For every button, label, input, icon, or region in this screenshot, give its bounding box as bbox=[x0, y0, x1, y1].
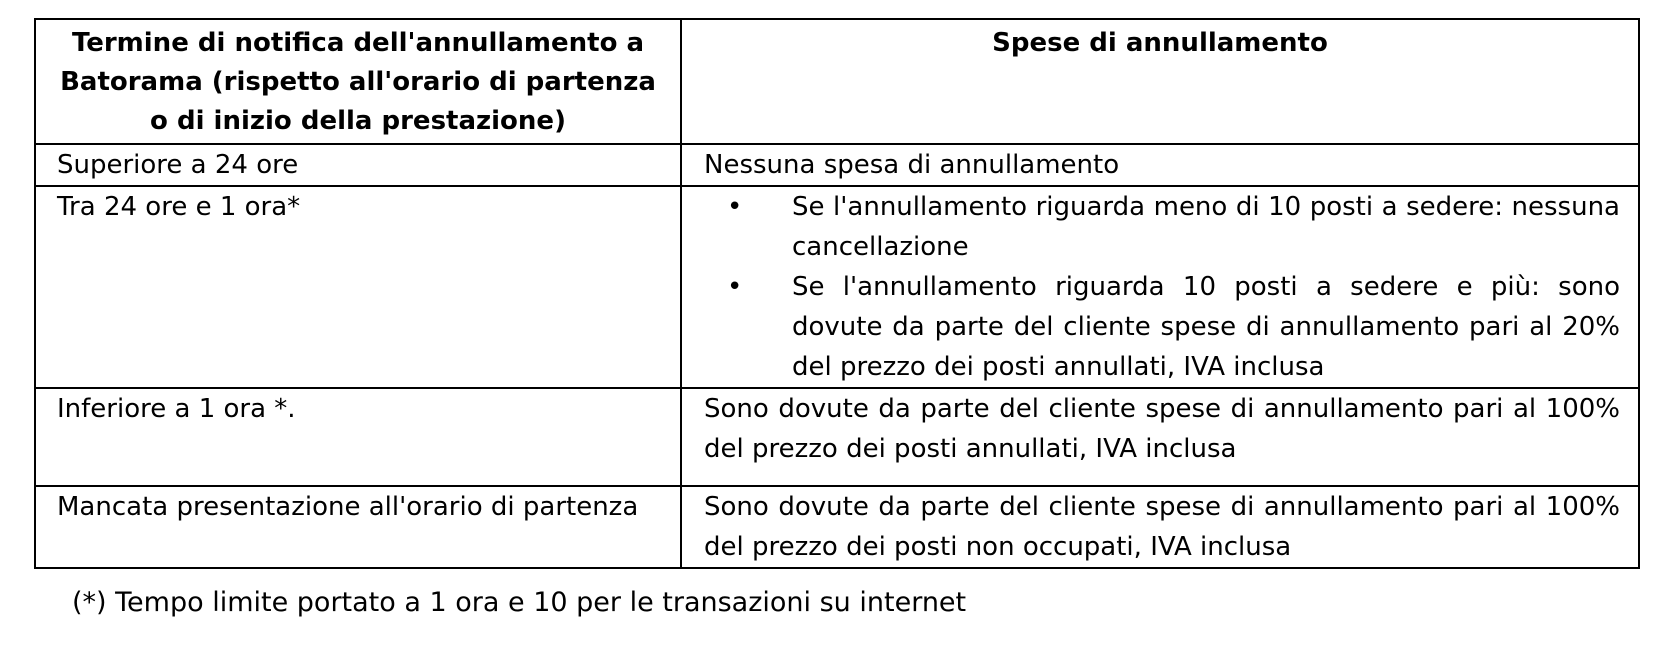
header-cancellation-fees-label: Spese di annullamento bbox=[992, 28, 1328, 58]
term-cell: Mancata presentazione all'orario di partenza bbox=[35, 486, 681, 568]
cancellation-fees-table bbox=[34, 18, 1640, 569]
fee-cell: Nessuna spesa di annullamento bbox=[681, 144, 1639, 186]
bullet-icon: • bbox=[727, 272, 743, 302]
header-cell-notice-deadline bbox=[35, 19, 681, 144]
table-row bbox=[35, 186, 1639, 388]
bullet-text: Se l'annullamento riguarda meno di 10 posti a sedere: nessuna cancellazione bbox=[792, 192, 1620, 262]
fee-bullet-list bbox=[704, 187, 1620, 387]
list-item bbox=[704, 267, 1620, 387]
header-cell-cancellation-fees bbox=[681, 19, 1639, 144]
footnote: (*) Tempo limite portato a 1 ora e 10 per le transazioni su internet bbox=[72, 587, 967, 618]
term-cell: Tra 24 ore e 1 ora* bbox=[35, 186, 681, 388]
table-row bbox=[35, 388, 1639, 486]
bullet-icon: • bbox=[727, 192, 743, 222]
fee-cell: Sono dovute da parte del cliente spese di annullamento pari al 100% del prezzo dei posti non occupati, IVA inclusa bbox=[681, 486, 1639, 568]
bullet-text: Se l'annullamento riguarda 10 posti a sedere e più: sono dovute da parte del cliente spese di annullamento pari al 20% del prezzo dei posti annullati, IVA inclusa bbox=[792, 272, 1620, 382]
fee-cell bbox=[681, 186, 1639, 388]
term-cell: Inferiore a 1 ora *. bbox=[35, 388, 681, 486]
list-item bbox=[704, 187, 1620, 267]
table-row bbox=[35, 486, 1639, 568]
table-header-row bbox=[35, 19, 1639, 144]
term-cell: Superiore a 24 ore bbox=[35, 144, 681, 186]
header-notice-deadline-label: Termine di notifica dell'annullamento a Batorama (rispetto all'orario di partenza o di inizio della prestazione) bbox=[60, 28, 656, 136]
fee-cell: Sono dovute da parte del cliente spese di annullamento pari al 100% del prezzo dei posti annullati, IVA inclusa bbox=[681, 388, 1639, 486]
table-row bbox=[35, 144, 1639, 186]
